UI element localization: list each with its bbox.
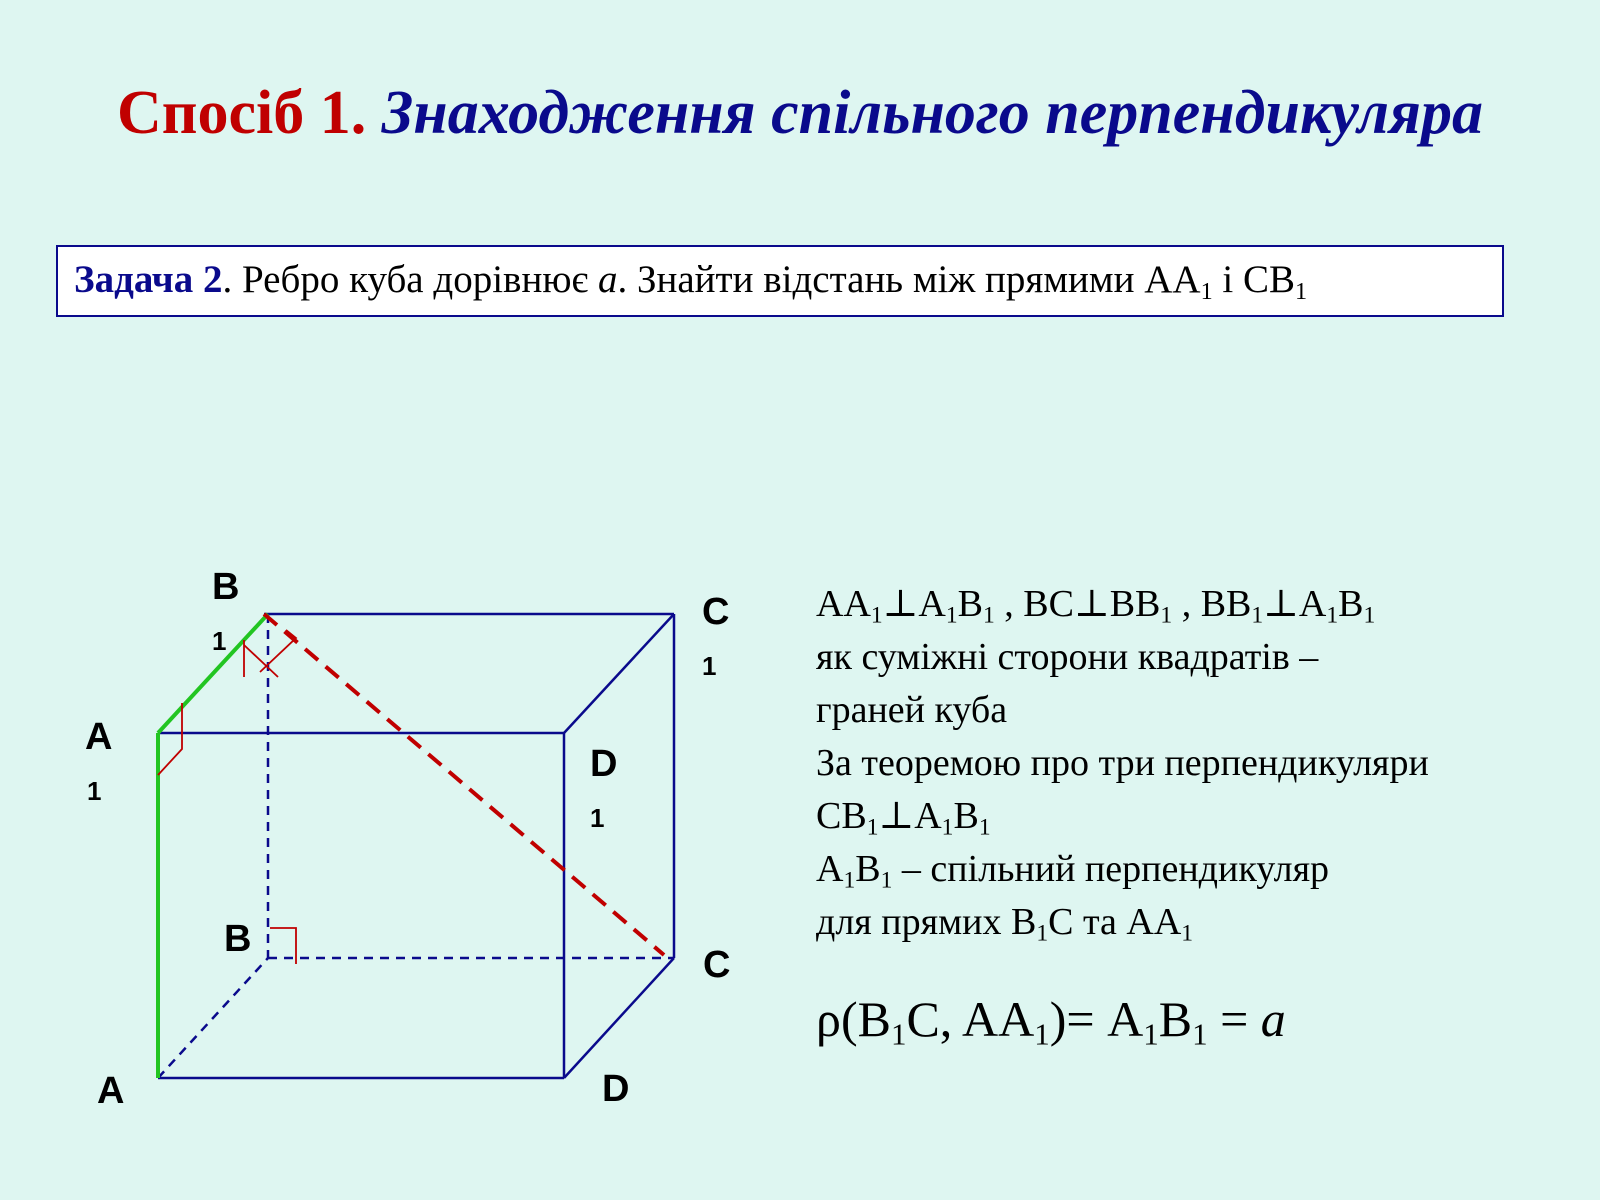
vertex-index-b1: 1 bbox=[212, 626, 227, 656]
title-subject: Знаходження спільного перпендикуляра bbox=[381, 79, 1483, 147]
vertex-index-d1: 1 bbox=[590, 803, 605, 833]
task-variable: a bbox=[597, 258, 618, 301]
edge-a-b-hidden bbox=[158, 958, 268, 1078]
vertex-index-a1: 1 bbox=[87, 776, 102, 806]
edge-c1-d1 bbox=[564, 614, 674, 733]
vertex-label-b: B bbox=[224, 918, 252, 960]
solution-line-2: як суміжні сторони квадратів – bbox=[816, 636, 1319, 678]
task-label: Задача 2 bbox=[74, 258, 223, 301]
task-text-before: . Ребро куба дорівнює bbox=[222, 258, 598, 301]
vertex-label-c1: C bbox=[702, 591, 730, 633]
solution-line-4: За теоремою про три перпендикуляри bbox=[816, 742, 1429, 784]
cube-hidden-edges bbox=[158, 614, 674, 1078]
solution-line-7: для прямих $B_1C$ та $AA_1$ bbox=[816, 901, 1194, 947]
distance-formula: $\rho(B_1C$, $AA_1)= A_1B_1 = a$ bbox=[816, 991, 1286, 1052]
vertex-label-c: C bbox=[703, 944, 731, 986]
vertex-label-d1: D bbox=[590, 743, 618, 785]
vertex-label-d: D bbox=[602, 1068, 630, 1110]
vertex-label-a1: A bbox=[85, 716, 113, 758]
edge-c-d bbox=[564, 958, 674, 1078]
solution-line-6: $A_1B_1$ – спільний перпендикуляр bbox=[816, 848, 1330, 894]
task-conj: і bbox=[1212, 258, 1244, 301]
title-method: Спосіб 1. bbox=[116, 79, 367, 147]
cube-front-face bbox=[158, 733, 564, 1078]
task-line1: $AA_1$ bbox=[1144, 258, 1213, 305]
right-angle-marks bbox=[158, 626, 296, 964]
highlighted-edges bbox=[158, 614, 268, 1078]
solution-line-1: $AA_1\perp A_1B_1$ , $BC\perp BB_1$ , $BB_1\perp A_1B_1$ bbox=[816, 583, 1376, 629]
solution-line-5: $CB_1\perp A_1B_1$ bbox=[816, 795, 991, 841]
task-line2: $CB_1$ bbox=[1243, 258, 1308, 305]
vertex-index-c1: 1 bbox=[702, 651, 717, 681]
task-text-after: . Знайти відстань між прямими bbox=[617, 258, 1145, 301]
vertex-label-b1: B bbox=[212, 566, 240, 608]
vertex-label-a: A bbox=[97, 1070, 125, 1112]
solution-line-3: граней куба bbox=[816, 689, 1008, 731]
solution-text bbox=[816, 578, 1586, 949]
cube-back-edges bbox=[264, 614, 674, 1078]
